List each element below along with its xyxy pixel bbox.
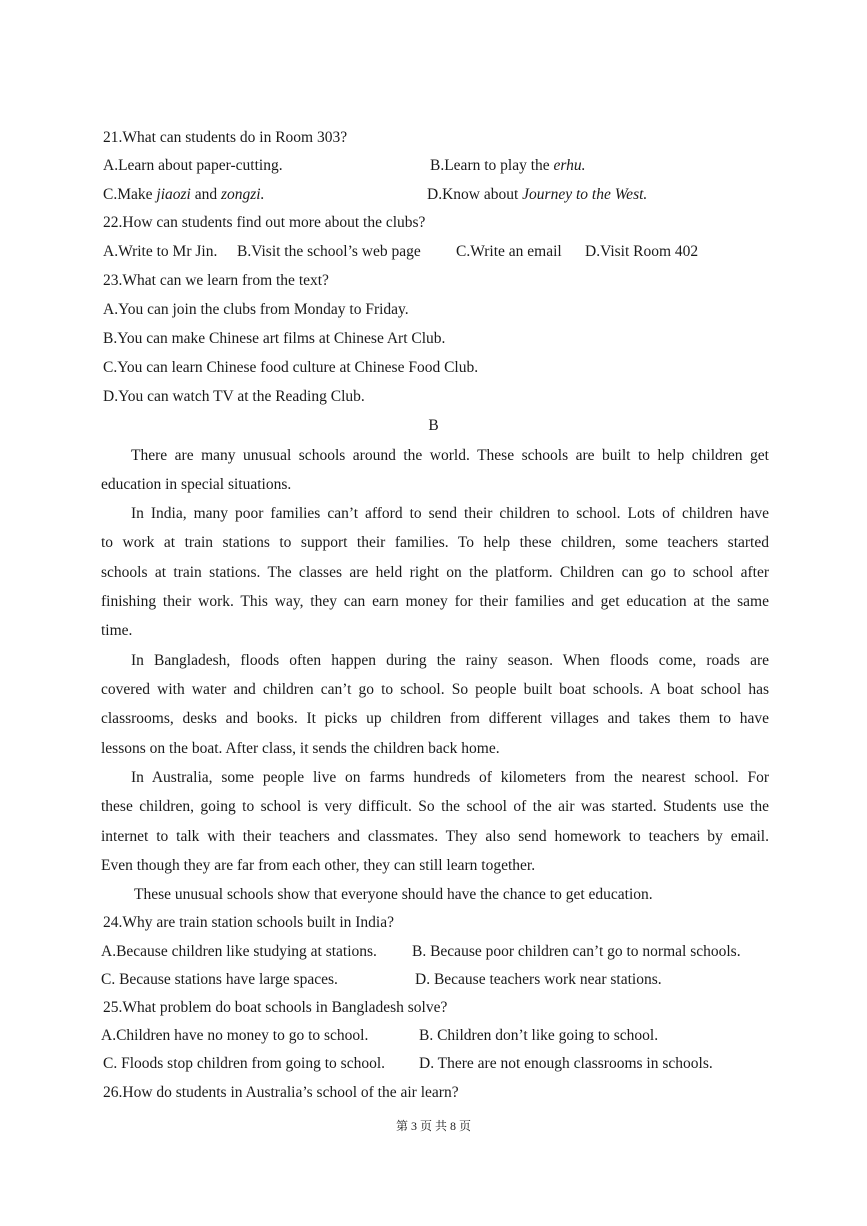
q23-option-a: A.You can join the clubs from Monday to Friday. <box>103 301 409 318</box>
passage-line: Even though they are far from each other, they can still learn together. <box>101 857 536 874</box>
passage-line: finishing their work. This way, they can earn money for their families and get education at the same <box>101 593 769 610</box>
q21-option-a: A.Learn about paper-cutting. <box>103 157 283 174</box>
question-25: 25.What problem do boat schools in Bangladesh solve? <box>103 999 448 1016</box>
q22-option-a: A.Write to Mr Jin. <box>103 243 218 260</box>
q21-option-d: D.Know about Journey to the West. <box>427 186 648 203</box>
passage-line: lessons on the boat. After class, it sends the children back home. <box>101 740 500 757</box>
passage-line: There are many unusual schools around the world. These schools are built to help children get <box>131 447 769 464</box>
q25-option-c: C. Floods stop children from going to school. <box>103 1055 386 1072</box>
question-23: 23.What can we learn from the text? <box>103 272 329 289</box>
q22-option-d: D.Visit Room 402 <box>585 243 699 260</box>
q25-option-d: D. There are not enough classrooms in schools. <box>419 1055 713 1072</box>
passage-line: In Australia, some people live on farms hundreds of kilometers from the nearest school. For <box>131 769 769 786</box>
passage-line: to work at train stations to support their families. To help these children, some teachers started <box>101 534 769 551</box>
q22-option-c: C.Write an email <box>456 243 562 260</box>
q22-option-b: B.Visit the school’s web page <box>237 243 421 260</box>
section-heading: B <box>428 417 439 434</box>
question-24: 24.Why are train station schools built in India? <box>103 914 394 931</box>
q24-option-a: A.Because children like studying at stations. <box>101 943 377 960</box>
question-26: 26.How do students in Australia’s school of the air learn? <box>103 1084 459 1101</box>
q24-option-b: B. Because poor children can’t go to normal schools. <box>412 943 741 960</box>
q25-option-a: A.Children have no money to go to school. <box>101 1027 369 1044</box>
passage-line: classrooms, desks and books. It picks up children from different villages and takes them to have <box>101 710 769 727</box>
passage-line: internet to talk with their teachers and classmates. They also send homework to teachers by email. <box>101 828 769 845</box>
passage-line: In Bangladesh, floods often happen during the rainy season. When floods come, roads are <box>131 652 769 669</box>
q23-option-c: C.You can learn Chinese food culture at Chinese Food Club. <box>103 359 479 376</box>
q23-option-d: D.You can watch TV at the Reading Club. <box>103 388 365 405</box>
page-number: 第 3 页 共 8 页 <box>395 1119 471 1133</box>
q24-option-d: D. Because teachers work near stations. <box>415 971 662 988</box>
passage-conclusion: These unusual schools show that everyone should have the chance to get education. <box>134 886 653 903</box>
passage-line: education in special situations. <box>101 476 292 493</box>
passage-line: time. <box>101 622 133 639</box>
passage-line: these children, going to school is very difficult. So the school of the air was started. Students use the <box>101 798 769 815</box>
passage-line: covered with water and children can’t go to school. So people built boat schools. A boat school has <box>101 681 769 698</box>
question-21: 21.What can students do in Room 303? <box>103 129 348 146</box>
q21-option-c: C.Make jiaozi and zongzi. <box>103 186 265 203</box>
q21-option-b: B.Learn to play the erhu. <box>430 157 586 174</box>
passage-line: schools at train stations. The classes are held right on the platform. Children can go to school after <box>101 564 769 581</box>
q25-option-b: B. Children don’t like going to school. <box>419 1027 659 1044</box>
passage-line: In India, many poor families can’t afford to send their children to school. Lots of children have <box>131 505 769 522</box>
q23-option-b: B.You can make Chinese art films at Chinese Art Club. <box>103 330 446 347</box>
question-22: 22.How can students find out more about the clubs? <box>103 214 426 231</box>
q24-option-c: C. Because stations have large spaces. <box>101 971 338 988</box>
